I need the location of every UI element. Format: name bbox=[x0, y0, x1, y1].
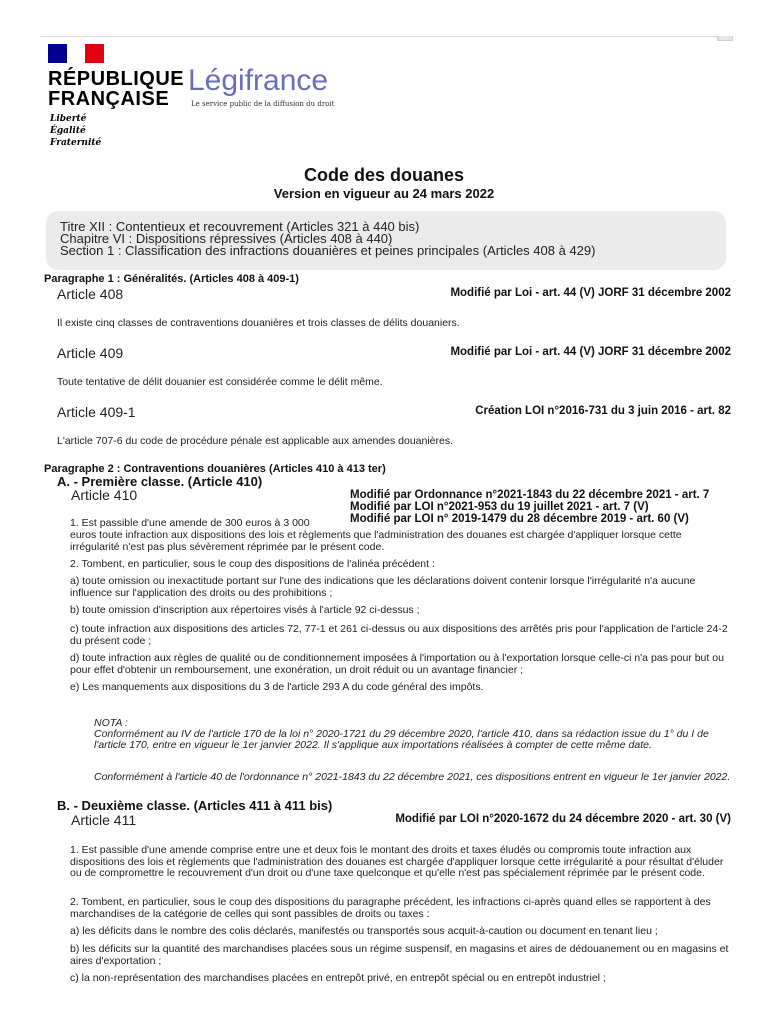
article-409-1-created-link[interactable]: Création LOI n°2016-731 du 3 juin 2016 - art. 82 bbox=[475, 405, 731, 417]
breadcrumb-chapitre[interactable]: Chapitre VI : Dispositions répressives (Articles 408 à 440) bbox=[60, 231, 393, 246]
article-409-1-text: L'article 707-6 du code de procédure pénale est applicable aux amendes douanières. bbox=[57, 435, 454, 447]
breadcrumb-section[interactable]: Section 1 : Classification des infractions douanières et peines principales (Articles 408 à 429) bbox=[60, 243, 596, 258]
article-409-modified-link[interactable]: Modifié par Loi - art. 44 (V) JORF 31 décembre 2002 bbox=[450, 346, 731, 358]
motto-liberte: Liberté bbox=[50, 114, 87, 124]
legifrance-tagline: Le service public de la diffusion du droit bbox=[191, 100, 335, 108]
article-410-p1-first-line: 1. Est passible d'une amende de 300 euros à 3 000 bbox=[70, 517, 310, 529]
article-411-item-b: b) les déficits sur la quantité des marchandises placées sous un régime suspensif, en magasins et aires de dédouanement ou en magasins et aires d'exportation ; bbox=[70, 943, 729, 967]
class-b-heading: B. - Deuxième classe. (Articles 411 à 411 bis) bbox=[57, 798, 333, 813]
page-top-border bbox=[40, 36, 732, 37]
article-410-p1: euros toute infraction aux dispositions des lois et règlements que l'administration des douanes est chargée d'appliquer lorsque cette irrégularité n'est pas plus sévèrement réprimée par le présent code. bbox=[70, 529, 682, 553]
article-410-p2: 2. Tombent, en particulier, sous le coup des dispositions de l'alinéa précédent : bbox=[70, 558, 435, 570]
document-title: Code des douanes bbox=[303, 165, 465, 185]
paragraph-1-heading: Paragraphe 1 : Généralités. (Articles 408 à 409-1) bbox=[44, 273, 299, 285]
article-411-p2: 2. Tombent, en particulier, sous le coup des dispositions du paragraphe précédent, les infractions ci-après quand elles se rapportent à des marchandises de la catégorie de celles qui sont passibles de droits ou taxes : bbox=[70, 896, 711, 920]
article-409-1-title[interactable]: Article 409-1 bbox=[57, 404, 136, 420]
document-version: Version en vigueur au 24 mars 2022 bbox=[273, 186, 495, 201]
legifrance-logo[interactable]: Légifrance bbox=[188, 64, 329, 97]
marianne-flag-logo bbox=[48, 44, 104, 63]
article-410-item-c: c) toute infraction aux dispositions des articles 72, 77-1 et 261 ci-dessus ou aux dispositions des arrêtés pris pour l'application de l'article 24-2 du présent code ; bbox=[70, 623, 728, 647]
article-408-title[interactable]: Article 408 bbox=[57, 286, 124, 302]
article-410-item-d: d) toute infraction aux règles de qualité ou de conditionnement imposées à l'importation ou à l'exportation lorsque celle-ci n'a pas pour but ou pour effet d'obtenir un remboursement, une exonération, un droit réduit ou un avantage financier ; bbox=[70, 652, 724, 676]
article-410-item-a: a) toute omission ou inexactitude portant sur l'une des indications que les déclarations doivent contenir lorsque l'irrégularité n'a aucune influence sur l'application des droits ou des prohibitions ; bbox=[70, 575, 696, 599]
article-411-item-a: a) les déficits dans le nombre des colis déclarés, manifestés ou transportés sous acquit-à-caution ou document en tenant lieu ; bbox=[70, 925, 658, 937]
article-410-item-e: e) Les manquements aux dispositions du 3 de l'article 293 A du code général des impôts. bbox=[70, 681, 484, 693]
nota-text-1: Conformément au IV de l'article 170 de la loi n° 2020-1721 du 29 décembre 2020, l'article 410, dans sa rédaction issue du 1° du I de l'article 170, entre en vigueur le 1er janvier 2022. Il s'applique aux importations réalisées à compter de cette même date. bbox=[94, 728, 709, 751]
nota-text-2: Conformément à l'article 40 de l'ordonnance n° 2021-1843 du 22 décembre 2021, ces dispositions entrent en vigueur le 1er janvier 2022. bbox=[94, 771, 731, 783]
article-410-item-b: b) toute omission d'inscription aux répertoires visés à l'article 92 ci-dessus ; bbox=[70, 604, 420, 616]
breadcrumb-titre[interactable]: Titre XII : Contentieux et recouvrement (Articles 321 à 440 bis) bbox=[60, 219, 420, 234]
nota-label: NOTA : bbox=[94, 717, 128, 729]
motto-fraternite: Fraternité bbox=[50, 138, 102, 148]
scroll-handle[interactable] bbox=[717, 36, 733, 41]
article-409-title[interactable]: Article 409 bbox=[57, 345, 124, 361]
article-408-modified-link[interactable]: Modifié par Loi - art. 44 (V) JORF 31 décembre 2002 bbox=[450, 287, 731, 299]
article-411-title[interactable]: Article 411 bbox=[71, 812, 137, 828]
francaise-label: FRANÇAISE bbox=[48, 88, 170, 110]
article-411-modified-link[interactable]: Modifié par LOI n°2020-1672 du 24 décembre 2020 - art. 30 (V) bbox=[395, 813, 731, 825]
article-411-item-c: c) la non-représentation des marchandises placées en entrepôt privé, en entrepôt spécial ou en entrepôt industriel ; bbox=[70, 972, 606, 984]
republique-label: RÉPUBLIQUE bbox=[48, 68, 185, 90]
article-408-text: Il existe cinq classes de contraventions douanières et trois classes de délits douaniers. bbox=[57, 317, 460, 329]
article-410-modified-link-3[interactable]: Modifié par LOI n° 2019-1479 du 28 décembre 2019 - art. 60 (V) bbox=[350, 513, 689, 525]
article-410-modified-link-1[interactable]: Modifié par Ordonnance n°2021-1843 du 22 décembre 2021 - art. 7 bbox=[350, 489, 710, 501]
class-a-heading: A. - Première classe. (Article 410) bbox=[57, 474, 263, 489]
motto-egalite: Égalité bbox=[50, 126, 86, 136]
paragraph-2-heading: Paragraphe 2 : Contraventions douanières (Articles 410 à 413 ter) bbox=[44, 463, 386, 475]
article-410-title[interactable]: Article 410 bbox=[71, 487, 138, 503]
article-409-text: Toute tentative de délit douanier est considérée comme le délit même. bbox=[57, 376, 383, 388]
article-410-modified-link-2[interactable]: Modifié par LOI n°2021-953 du 19 juillet 2021 - art. 7 (V) bbox=[350, 501, 649, 513]
article-411-p1: 1. Est passible d'une amende comprise entre une et deux fois le montant des droits et taxes éludés ou compromis toute infraction aux dispositions des lois et règlements que l'administration des douanes est chargée d'appliquer lorsque cette irrégularité a pour résultat d'éluder ou de compromettre le recouvrement d'un droit ou d'une taxe quelconque et qu'elle n'est pas spécialement réprimée par le présent code. bbox=[70, 844, 724, 879]
breadcrumb bbox=[46, 211, 726, 270]
